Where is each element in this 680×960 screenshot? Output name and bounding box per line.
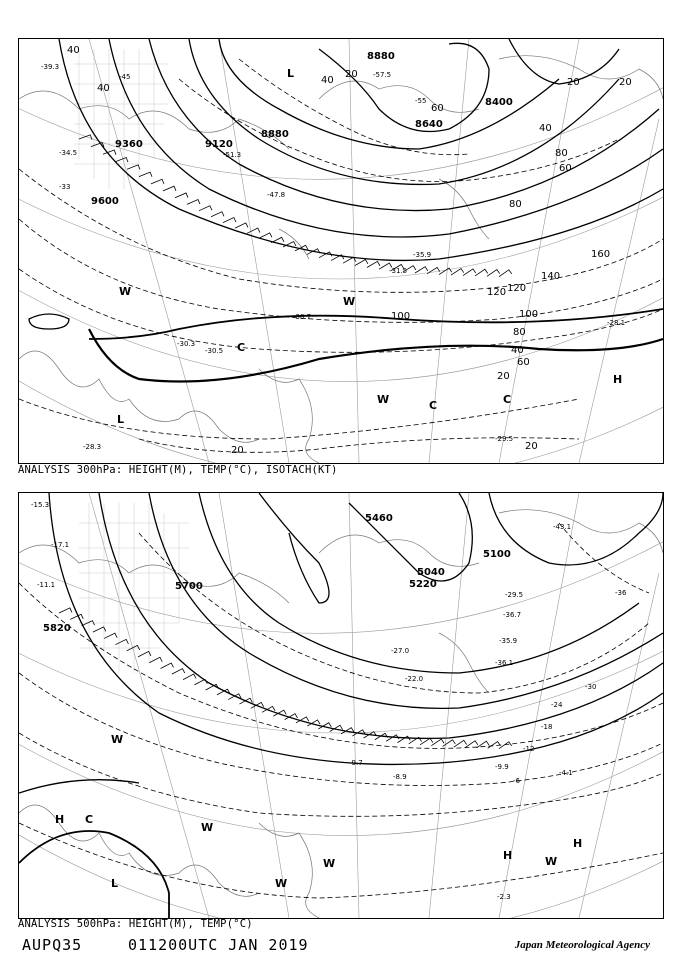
isotach-label: 60 <box>517 357 530 368</box>
isotach-label: 60 <box>559 163 572 174</box>
agency-name: Japan Meteorological Agency <box>514 939 650 951</box>
pressure-system-symbol: C <box>503 393 512 406</box>
isotach-label: 40 <box>321 75 334 86</box>
wind-barb <box>465 741 478 748</box>
wind-barb <box>59 608 72 613</box>
wind-barbs <box>59 608 512 749</box>
temperature-label: -2.3 <box>497 893 511 901</box>
height-label: 5820 <box>43 623 71 634</box>
temperature-label: -28.1 <box>607 319 626 327</box>
temperature-contours <box>19 523 663 898</box>
wind-barb <box>487 270 500 277</box>
temperature-label: -55 <box>415 97 427 105</box>
wind-barb <box>499 270 512 277</box>
wind-barb <box>427 267 440 273</box>
temperature-label: -36.1 <box>495 659 514 667</box>
wind-barb <box>463 269 476 276</box>
temperature-label: -30.7 <box>293 313 312 321</box>
isotach-label: 120 <box>487 287 507 298</box>
wind-barb <box>149 657 162 662</box>
temperature-label: -34.5 <box>59 149 78 157</box>
pressure-system-symbol: W <box>377 393 390 406</box>
pressure-system-symbol: W <box>545 855 558 868</box>
temperature-label: -6 <box>513 777 520 785</box>
wind-barb <box>355 259 368 265</box>
wind-barb <box>223 217 236 222</box>
temperature-label: -22.0 <box>405 675 424 683</box>
pressure-system-symbol: C <box>85 813 94 826</box>
pressure-system-symbol: W <box>275 877 288 890</box>
height-label: 5040 <box>417 567 445 578</box>
isotach-label: 80 <box>555 148 568 159</box>
wind-barb <box>127 165 140 170</box>
isotach-label: 20 <box>619 77 632 88</box>
temperature-label: -12 <box>523 745 535 753</box>
pressure-system-symbol: H <box>55 813 65 826</box>
wind-barb <box>151 179 164 184</box>
temperature-label: -29.5 <box>505 591 524 599</box>
height-label: 5700 <box>175 581 203 592</box>
isotach-label: 80 <box>509 199 522 210</box>
map-panel-300hpa <box>18 38 664 464</box>
temperature-label: -17.1 <box>51 541 70 549</box>
wind-barb <box>103 150 116 155</box>
wind-barb <box>183 674 196 680</box>
isotach-label: 160 <box>591 249 611 260</box>
pressure-system-symbol: W <box>111 733 124 746</box>
panel-caption-300hpa: ANALYSIS 300hPa: HEIGHT(M), TEMP(°C), ISOTACH(KT) <box>18 464 338 476</box>
wind-barb <box>115 639 128 644</box>
temperature-label: -47.8 <box>267 191 286 199</box>
wind-barb <box>271 237 284 242</box>
temperature-label: -24 <box>551 701 563 709</box>
wind-barb <box>194 679 207 685</box>
height-label: 5220 <box>409 579 437 590</box>
wind-barb <box>161 663 174 669</box>
wind-barb <box>439 268 452 275</box>
pressure-system-symbols <box>55 733 582 890</box>
pressure-system-symbol: C <box>429 399 438 412</box>
wind-barb <box>211 212 224 217</box>
isotach-label: 20 <box>497 371 510 382</box>
wind-barb <box>367 261 380 267</box>
isotach-label: 40 <box>539 123 552 134</box>
temperature-label: -9.9 <box>495 763 509 771</box>
isotach-label: 140 <box>541 271 561 282</box>
wind-barb <box>175 193 188 198</box>
latlon-grid <box>19 39 663 463</box>
isotach-labels <box>67 45 632 456</box>
wind-barb <box>443 740 456 747</box>
wind-barb <box>451 269 464 276</box>
height-label: 8400 <box>485 97 513 108</box>
temperature-label: -18 <box>541 723 553 731</box>
isotach-label: 100 <box>519 309 539 320</box>
wind-barb <box>79 135 92 140</box>
pressure-system-symbol: H <box>573 837 583 850</box>
isotach-label: 20 <box>345 69 358 80</box>
temperature-label: -39.3 <box>41 63 60 71</box>
pressure-system-symbol: W <box>323 857 336 870</box>
wind-barb <box>386 735 399 741</box>
wind-barb <box>187 199 200 204</box>
wind-barb <box>420 738 433 745</box>
temperature-label: -33 <box>59 183 71 191</box>
wind-barb <box>115 157 128 162</box>
temperature-label: -30.5 <box>205 347 224 355</box>
coastlines <box>19 510 663 918</box>
wind-barb <box>454 740 467 747</box>
height-label: 9120 <box>205 139 233 150</box>
pressure-system-symbol: W <box>201 821 214 834</box>
temperature-label: -8.9 <box>393 773 407 781</box>
chart-code: AUPQ35 <box>22 936 83 954</box>
map-500hpa-canvas <box>19 493 663 918</box>
pressure-system-symbol: W <box>119 285 132 298</box>
height-label: 5460 <box>365 513 393 524</box>
temperature-labels <box>31 501 627 901</box>
temperature-label: -9.7 <box>349 759 363 767</box>
temperature-label: -31.5 <box>389 267 408 275</box>
wind-barbs <box>79 135 512 277</box>
wind-barb <box>431 739 444 746</box>
panel-caption-500hpa: ANALYSIS 500hPa: HEIGHT(M), TEMP(°C) <box>18 918 253 930</box>
isotach-label: 20 <box>525 441 538 452</box>
pressure-system-symbol: L <box>111 877 119 890</box>
height-label: 9360 <box>115 139 143 150</box>
wind-barb <box>235 223 248 228</box>
isotach-label: 40 <box>97 83 110 94</box>
isotach-label: 20 <box>567 77 580 88</box>
temperature-label: -11.1 <box>37 581 56 589</box>
temperature-label: -27.0 <box>391 647 410 655</box>
height-labels <box>43 513 511 634</box>
temperature-label: -43.1 <box>553 523 572 531</box>
temperature-label: -28.3 <box>83 443 102 451</box>
map-300hpa-canvas <box>19 39 663 463</box>
pressure-system-symbol: H <box>503 849 513 862</box>
pressure-system-symbol: L <box>117 413 125 426</box>
wind-barb <box>415 267 428 273</box>
height-label: 9600 <box>91 196 119 207</box>
wind-barb <box>172 669 185 675</box>
height-label: 8880 <box>261 129 289 140</box>
valid-time: 011200UTC JAN 2019 <box>128 936 309 954</box>
height-label: 8640 <box>415 119 443 130</box>
wind-barb <box>163 186 176 191</box>
wind-barb <box>82 621 95 626</box>
isotach-label: 100 <box>391 311 411 322</box>
pressure-system-symbols <box>117 67 622 426</box>
temperature-label: -30 <box>585 683 597 691</box>
wind-barb <box>104 633 117 638</box>
temperature-label: -35.9 <box>413 251 432 259</box>
temperature-label: -30.3 <box>177 340 196 348</box>
temperature-label: -51.3 <box>223 151 242 159</box>
wind-barb <box>199 206 212 211</box>
wind-barb <box>70 614 83 619</box>
pressure-system-symbol: W <box>343 295 356 308</box>
temperature-label: -15.3 <box>31 501 50 509</box>
height-label: 5100 <box>483 549 511 560</box>
pressure-system-symbol: L <box>287 67 295 80</box>
isotach-label: 60 <box>431 103 444 114</box>
isotach-label: 80 <box>513 327 526 338</box>
temperature-label: -29.5 <box>495 435 514 443</box>
pressure-system-symbol: H <box>613 373 623 386</box>
temperature-label: -57.5 <box>373 71 392 79</box>
wind-barb <box>475 269 488 276</box>
height-label: 8880 <box>367 51 395 62</box>
temperature-label: -36.7 <box>503 611 522 619</box>
pressure-system-symbol: C <box>237 341 246 354</box>
isotach-label: 40 <box>67 45 80 56</box>
wind-barb <box>259 233 272 238</box>
temperature-label: -4.1 <box>559 769 573 777</box>
wind-barb <box>247 228 260 233</box>
isotach-label: 120 <box>507 283 527 294</box>
map-panel-500hpa <box>18 492 664 919</box>
wind-barb <box>139 172 152 177</box>
coastlines <box>19 56 663 463</box>
isotach-label: 20 <box>231 445 244 456</box>
isotach-label: 40 <box>511 345 524 356</box>
temperature-label: -35.9 <box>499 637 518 645</box>
temperature-label: -36 <box>615 589 627 597</box>
temperature-label: -45 <box>119 73 131 81</box>
